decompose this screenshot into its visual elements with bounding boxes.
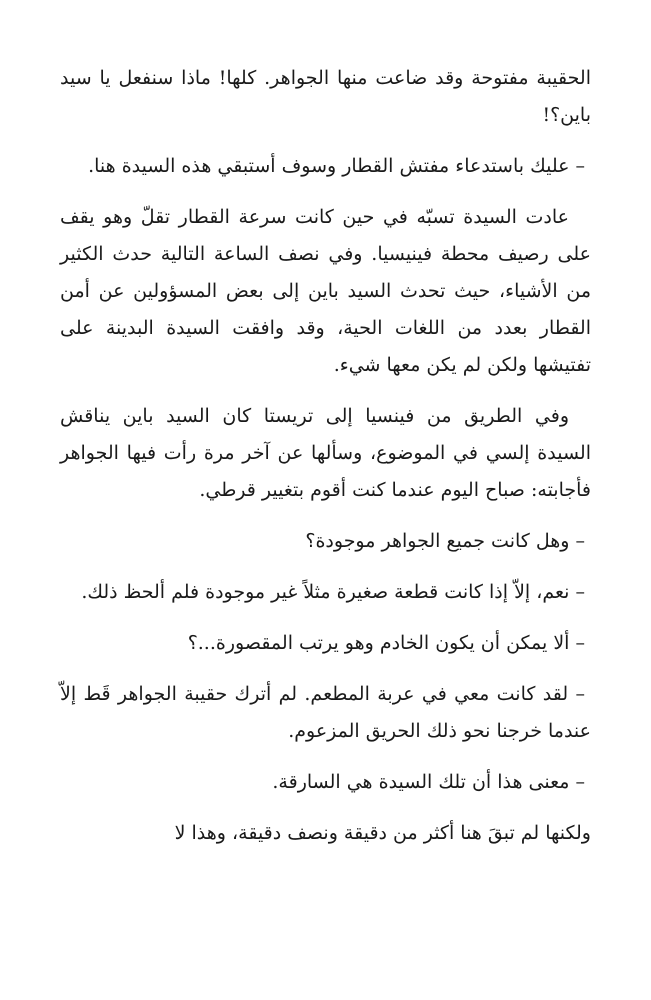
paragraph-4: وفي الطريق من فينسيا إلى تريستا كان السيد باين يناقش السيدة إلسي في الموضوع، وسألها عن آخر مرة رأت فيها الجواهر فأجابته: صباح اليوم عندما كنت أقوم بتغيير قرطي. <box>60 405 591 501</box>
paragraph-7: – ألا يمكن أن يكون الخادم وهو يرتب المقصورة...؟ <box>187 632 585 654</box>
paragraph-2: – عليك باستدعاء مفتش القطار وسوف أستبقي هذه السيدة هنا. <box>88 155 585 177</box>
paragraph-6: – نعم، إلاّ إذا كانت قطعة صغيرة مثلاً غير موجودة فلم ألحظ ذلك. <box>81 581 585 603</box>
paragraph-3: عادت السيدة تسبّه في حين كانت سرعة القطار تقلّ وهو يقف على رصيف محطة فينيسيا. وفي نصف الساعة التالية حدث الكثير من الأشياء، حيث تحدث السيد باين إلى بعض المسؤولين عن أمن القطار بعدد من اللغات الحية، وقد وافقت السيدة البدينة على تفتيشها ولكن لم يكن معها شيء. <box>60 206 591 376</box>
paragraph-10: ولكنها لم تبقَ هنا أكثر من دقيقة ونصف دقيقة، وهذا لا <box>174 822 591 844</box>
paragraph-9: – معنى هذا أن تلك السيدة هي السارقة. <box>272 771 585 793</box>
paragraph-8: – لقد كانت معي في عربة المطعم. لم أترك حقيبة الجواهر قَط إلاّ عندما خرجنا نحو ذلك الحريق المزعوم. <box>60 683 591 742</box>
book-page <box>60 60 591 1000</box>
paragraph-1: الحقيبة مفتوحة وقد ضاعت منها الجواهر. كلها! ماذا سنفعل يا سيد باين؟! <box>60 67 591 126</box>
paragraph-5: – وهل كانت جميع الجواهر موجودة؟ <box>305 530 585 552</box>
